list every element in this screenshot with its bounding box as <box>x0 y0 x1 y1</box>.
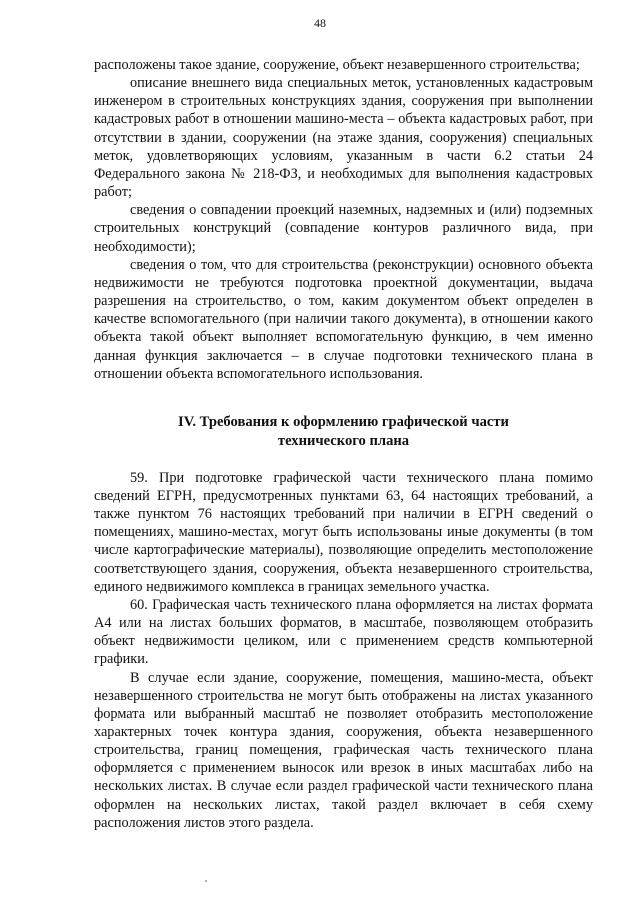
paragraph-special-marks: описание внешнего вида специальных меток, установленных кадастровым инженером в строительных конструкциях здания, сооружения при выполнении кадастровых работ в отношении машино-места – объекта кадастровых работ, при отсутствии в здании, сооружении (на этаже здания, сооружения) специальных меток, удовлетворяющих условиям, указанным в части 6.2 статьи 24 Федерального закона № 218-ФЗ, и необходимых для выполнения кадастровых работ; <box>94 75 593 201</box>
paragraph-item-60: 60. Графическая часть технического плана оформляется на листах формата А4 или на листах больших форматов, в масштабе, позволяющем отобразить объект недвижимости целиком, или с применением средств компьютерной графики. <box>94 596 593 668</box>
scan-speck <box>205 880 207 882</box>
section-heading <box>94 413 593 451</box>
paragraph-auxiliary-object: сведения о том, что для строительства (реконструкции) основного объекта недвижимости не требуются подготовка проектной документации, выдача разрешения на строительство, о том, каким документом объект определен в качестве вспомогательного (при наличии такого документа), в отношении какого объекта такой объект выполняет вспомогательную функцию, в чем именно данная функция заключается – в случае подготовки технического плана в отношении объекта вспомогательного использования. <box>94 256 593 382</box>
page-number: 48 <box>314 16 326 30</box>
paragraph-continuation: расположены такое здание, сооружение, объект незавершенного строительства; <box>94 57 580 73</box>
section-heading-line-2: технического плана <box>277 432 410 449</box>
paragraph-multiple-sheets: В случае если здание, сооружение, помещения, машино-места, объект незавершенного строительства не могут быть отображены на листах указанного формата или выбранный масштаб не позволяет отобразить местоположение характерных точек контура здания, сооружения, объекта незавершенного строительства, границ помещения, графическая часть технического плана оформляется с применением выносок или врезок в иных масштабах либо на нескольких листах. В случае если раздел графической части технического плана оформлен на нескольких листах, такой раздел включает в себя схему расположения листов этого раздела. <box>94 669 593 831</box>
paragraph-item-59: 59. При подготовке графической части технического плана помимо сведений ЕГРН, предусмотренных пунктами 63, 64 настоящих требований, а также пунктом 76 настоящих требований при наличии в ЕГРН сведений о помещениях, машино-местах, могут быть использованы иные документы (в том числе картографические материалы), позволяющие определить местоположение соответствующего здания, сооружения, объекта незавершенного строительства, единого недвижимого комплекса в границах земельного участка. <box>94 469 593 595</box>
section-heading-line-1: IV. Требования к оформлению графической части <box>178 413 509 430</box>
paragraph-projections: сведения о совпадении проекций наземных, надземных и (или) подземных строительных конструкций (совпадение контуров различного вида, при необходимости); <box>94 202 593 255</box>
document-body <box>94 56 593 832</box>
